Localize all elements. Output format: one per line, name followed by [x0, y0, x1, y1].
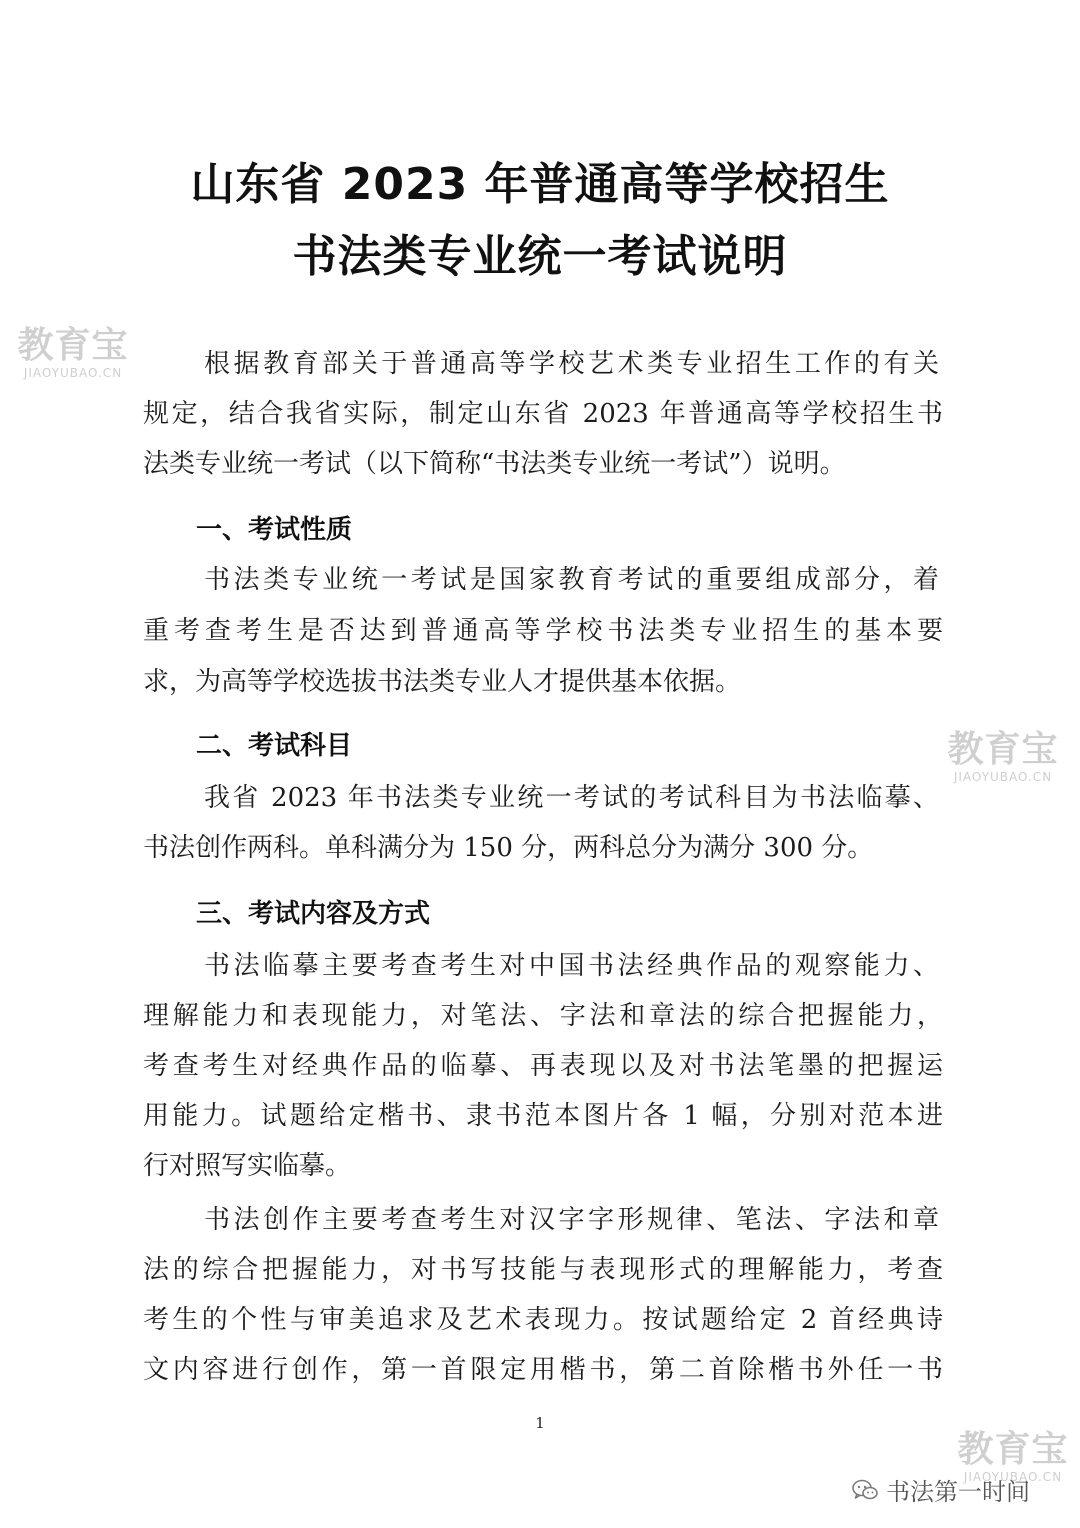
section-line: 理解能力和表现能力，对笔法、字法和章法的综合把握能力，: [143, 1001, 943, 1031]
account-name: 书法第一时间: [886, 1478, 1030, 1506]
section-line: 求，为高等学校选拔书法类专业人才提供基本依据。: [143, 667, 742, 697]
watermark-logo: [928, 730, 1078, 784]
watermark-name: 教育宝: [947, 729, 1059, 770]
intro-line: 根据教育部关于普通高等学校艺术类专业招生工作的有关: [204, 349, 939, 379]
intro-line: 法类专业统一考试（以下简称“书法类专业统一考试”）说明。: [143, 449, 846, 479]
watermark-url: JIAOYUBAO.CN: [953, 770, 1053, 784]
section-line: 书法创作两科。单科满分为 150 分，两科总分为满分 300 分。: [143, 833, 874, 863]
section-line: 考查考生对经典作品的临摹、再表现以及对书法笔墨的把握运: [143, 1051, 943, 1081]
watermark-url: JIAOYUBAO.CN: [23, 366, 123, 380]
section-heading: 一、考试性质: [196, 515, 353, 545]
document-title-line-1: 山东省 2023 年普通高等学校招生: [190, 159, 890, 210]
section-line: 文内容进行创作，第一首限定用楷书，第二首除楷书外任一书: [143, 1355, 943, 1385]
section-heading: 三、考试内容及方式: [196, 899, 431, 929]
section-line: 书法创作主要考查考生对汉字字形规律、笔法、字法和章: [204, 1205, 939, 1235]
section-line: 考生的个性与审美追求及艺术表现力。按试题给定 2 首经典诗: [143, 1305, 943, 1335]
section-line: 行对照写实临摹。: [143, 1151, 352, 1181]
watermark-url: JIAOYUBAO.CN: [963, 1470, 1063, 1484]
watermark-logo: [0, 326, 148, 380]
section-line: 书法类专业统一考试是国家教育考试的重要组成部分，着: [204, 565, 939, 595]
section-line: 我省 2023 年书法类专业统一考试的考试科目为书法临摹、: [204, 783, 939, 813]
watermark-name: 教育宝: [17, 325, 129, 366]
account-label: [852, 1472, 1030, 1507]
watermark-name: 教育宝: [957, 1429, 1069, 1470]
document-title-line-2: 书法类专业统一考试说明: [292, 231, 788, 282]
page-number: 1: [535, 1414, 545, 1432]
intro-line: 规定，结合我省实际，制定山东省 2023 年普通高等学校招生书: [143, 399, 943, 429]
section-line: 书法临摹主要考查考生对中国书法经典作品的观察能力、: [204, 951, 939, 981]
section-heading: 二、考试科目: [196, 731, 353, 761]
section-line: 法的综合把握能力，对书写技能与表现形式的理解能力，考查: [143, 1255, 943, 1285]
section-line: 用能力。试题给定楷书、隶书范本图片各 1 幅，分别对范本进: [143, 1101, 943, 1131]
wechat-icon: [852, 1479, 878, 1501]
section-line: 重考查考生是否达到普通高等学校书法类专业招生的基本要: [143, 616, 943, 646]
